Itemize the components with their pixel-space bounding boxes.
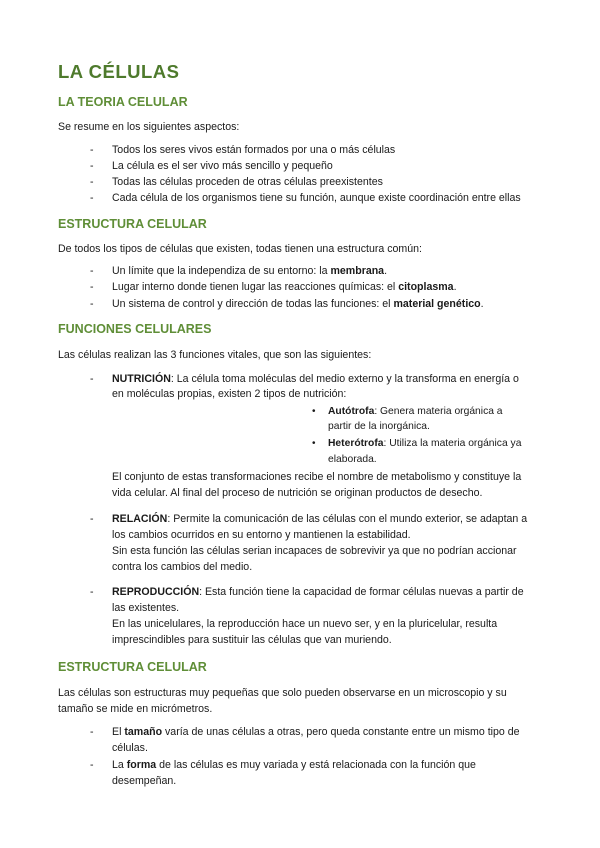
list-item-reproduccion: REPRODUCCIÓN: Esta función tiene la capacidad de formar células nuevas a partir de bbox=[112, 586, 524, 598]
text-line: contra los cambios del medio. bbox=[112, 561, 253, 573]
heading-teoria-celular: LA TEORIA CELULAR bbox=[58, 95, 188, 109]
dash: - bbox=[90, 192, 94, 204]
list-item-nutricion: NUTRICIÓN: La célula toma moléculas del medio externo y la transforma en energía o bbox=[112, 373, 519, 385]
paragraph: Las células realizan las 3 funciones vitales, que son las siguientes: bbox=[58, 349, 372, 361]
text-line: las existentes. bbox=[112, 602, 180, 614]
dash: - bbox=[90, 298, 94, 310]
list-item: Un límite que la independiza de su entorno: la membrana. bbox=[112, 265, 388, 277]
bullet: • bbox=[312, 406, 316, 417]
heading-estructura-celular: ESTRUCTURA CELULAR bbox=[58, 217, 207, 231]
text-line: vida celular. Al final del proceso de nutrición se originan productos de desecho. bbox=[112, 487, 483, 499]
dash: - bbox=[90, 281, 94, 293]
dash: - bbox=[90, 586, 94, 598]
list-item: La forma de las células es muy variada y está relacionada con la función que bbox=[112, 759, 476, 771]
dash: - bbox=[90, 160, 94, 172]
list-item: Un sistema de control y dirección de todas las funciones: el material genético. bbox=[112, 298, 484, 310]
dash: - bbox=[90, 144, 94, 156]
text-line: El conjunto de estas transformaciones recibe el nombre de metabolismo y constituye la bbox=[112, 471, 522, 483]
bullet: • bbox=[312, 438, 316, 449]
text-line: partir de la inorgánica. bbox=[328, 421, 430, 432]
text-line: Sin esta función las células serian incapaces de sobrevivir ya que no podrían accionar bbox=[112, 545, 517, 557]
page-title: LA CÉLULAS bbox=[58, 61, 180, 82]
heading-funciones-celulares: FUNCIONES CELULARES bbox=[58, 322, 212, 336]
list-item: Todos los seres vivos están formados por una o más células bbox=[112, 144, 396, 156]
paragraph: Las células son estructuras muy pequeñas que solo pueden observarse en un microscopio y su bbox=[58, 687, 507, 699]
paragraph: De todos los tipos de células que existen, todas tienen una estructura común: bbox=[58, 243, 422, 255]
dash: - bbox=[90, 759, 94, 771]
list-item: La célula es el ser vivo más sencillo y pequeño bbox=[112, 160, 333, 172]
dash: - bbox=[90, 265, 94, 277]
dash: - bbox=[90, 373, 94, 385]
text-line: en moléculas propias, existen 2 tipos de nutrición: bbox=[112, 388, 347, 400]
text-line: elaborada. bbox=[328, 454, 377, 465]
text-line: los cambios ocurridos en su entorno y mantienen la estabilidad. bbox=[112, 529, 411, 541]
nutrition-type: Heterótrofa: Utiliza la materia orgánica ya bbox=[328, 438, 522, 449]
paragraph: tamaño se mide en micrómetros. bbox=[58, 703, 213, 715]
list-item: Cada célula de los organismos tiene su función, aunque existe coordinación entre ellas bbox=[112, 192, 521, 204]
text-line: imprescindibles para sustituir las células que van muriendo. bbox=[112, 634, 392, 646]
text-line: En las unicelulares, la reproducción hace un nuevo ser, y en la pluricelular, resulta bbox=[112, 618, 498, 630]
list-item-relacion: RELACIÓN: Permite la comunicación de las células con el mundo exterior, se adaptan a bbox=[112, 513, 528, 525]
text-line: desempeñan. bbox=[112, 775, 177, 787]
dash: - bbox=[90, 726, 94, 738]
list-item: El tamaño varía de unas células a otras, pero queda constante entre un mismo tipo de bbox=[112, 726, 520, 738]
heading-estructura-celular-2: ESTRUCTURA CELULAR bbox=[58, 660, 207, 674]
nutrition-type: Autótrofa: Genera materia orgánica a bbox=[328, 406, 503, 417]
list-item: Todas las células proceden de otras células preexistentes bbox=[112, 176, 383, 188]
dash: - bbox=[90, 176, 94, 188]
dash: - bbox=[90, 513, 94, 525]
paragraph: Se resume en los siguientes aspectos: bbox=[58, 121, 240, 133]
text-line: células. bbox=[112, 742, 148, 754]
list-item: Lugar interno donde tienen lugar las reacciones químicas: el citoplasma. bbox=[112, 281, 457, 293]
